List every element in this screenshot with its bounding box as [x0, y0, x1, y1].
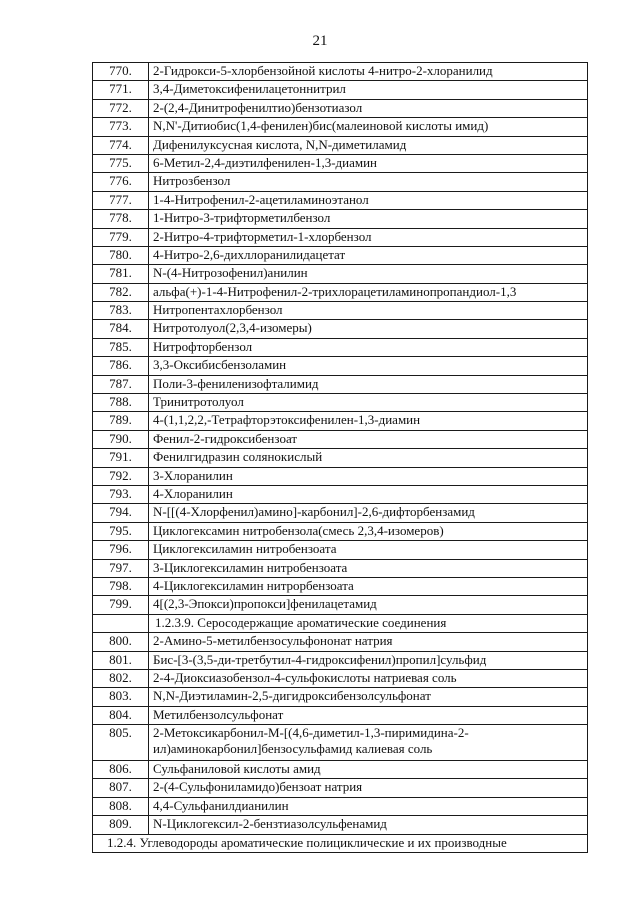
substance-name: 1-Нитро-3-трифторметилбензол: [149, 210, 588, 228]
row-number: [93, 614, 149, 632]
substance-name: N,N-Диэтиламин-2,5-дигидроксибензолсульфонат: [149, 688, 588, 706]
substance-name: Фенил-2-гидроксибензоат: [149, 430, 588, 448]
substance-name: 2-Гидрокси-5-хлорбензойной кислоты 4-нитро-2-хлоранилид: [149, 63, 588, 81]
substance-name: 4-Хлоранилин: [149, 485, 588, 503]
substance-name: 3,4-Диметоксифенилацетоннитрил: [149, 81, 588, 99]
substance-name: Циклогексамин нитробензола(смесь 2,3,4-изомеров): [149, 522, 588, 540]
substance-name: 2-4-Диоксиазобензол-4-сульфокислоты натриевая соль: [149, 669, 588, 687]
substance-name: Поли-3-фениленизофталимид: [149, 375, 588, 393]
row-number: 792.: [93, 467, 149, 485]
page-number: 21: [312, 33, 328, 49]
substance-name: 4,4-Сульфанилдианилин: [149, 797, 588, 815]
row-number: 797.: [93, 559, 149, 577]
substance-name: 3-Хлоранилин: [149, 467, 588, 485]
row-number: 802.: [93, 669, 149, 687]
row-number: 786.: [93, 357, 149, 375]
row-number: 789.: [93, 412, 149, 430]
row-number: 787.: [93, 375, 149, 393]
substance-name: 2-Метоксикарбонил-М-[(4,6-диметил-1,3-пиримидина-2-ил)аминокарбонил]бензосульфамид калиевая соль: [149, 725, 588, 761]
substance-name: Нитротолуол(2,3,4-изомеры): [149, 320, 588, 338]
substance-name: Сульфаниловой кислоты амид: [149, 761, 588, 779]
substance-name: 4-Циклогексиламин нитрорбензоата: [149, 577, 588, 595]
row-number: 793.: [93, 485, 149, 503]
row-number: 791.: [93, 449, 149, 467]
row-number: 801.: [93, 651, 149, 669]
row-number: 781.: [93, 265, 149, 283]
substance-name: N-Циклогексил-2-бензтиазолсульфенамид: [149, 816, 588, 834]
row-number: 803.: [93, 688, 149, 706]
row-number: 773.: [93, 118, 149, 136]
row-number: 808.: [93, 797, 149, 815]
row-number: 795.: [93, 522, 149, 540]
row-number: 807.: [93, 779, 149, 797]
row-number: 785.: [93, 338, 149, 356]
row-number: 778.: [93, 210, 149, 228]
substance-name: 4[(2,3-Эпокси)пропокси]фенилацетамид: [149, 596, 588, 614]
row-number: 788.: [93, 394, 149, 412]
substance-name: 3,3-Оксибисбензоламин: [149, 357, 588, 375]
row-number: 800.: [93, 633, 149, 651]
substance-table: [92, 62, 588, 853]
row-number: 784.: [93, 320, 149, 338]
substance-name: Нитрозбензол: [149, 173, 588, 191]
substance-name: Тринитротолуол: [149, 394, 588, 412]
substance-name: 2-(2,4-Динитрофенилтио)бензотиазол: [149, 99, 588, 117]
row-number: 783.: [93, 302, 149, 320]
substance-name: Метилбензолсульфонат: [149, 706, 588, 724]
row-number: 804.: [93, 706, 149, 724]
row-number: 790.: [93, 430, 149, 448]
row-number: 782.: [93, 283, 149, 301]
substance-name: Циклогексиламин нитробензоата: [149, 541, 588, 559]
row-number: 798.: [93, 577, 149, 595]
row-number: 799.: [93, 596, 149, 614]
row-number: 771.: [93, 81, 149, 99]
row-number: 805.: [93, 725, 149, 761]
substance-name: Нитропентахлорбензол: [149, 302, 588, 320]
substance-name: 3-Циклогексиламин нитробензоата: [149, 559, 588, 577]
row-number: 794.: [93, 504, 149, 522]
substance-name: N-[[(4-Хлорфенил)амино]-карбонил]-2,6-дифторбензамид: [149, 504, 588, 522]
row-number: 780.: [93, 246, 149, 264]
section-heading: 1.2.3.9. Серосодержащие ароматические соединения: [149, 614, 588, 632]
row-number: 775.: [93, 154, 149, 172]
substance-name: N-(4-Нитрозофенил)анилин: [149, 265, 588, 283]
substance-name: Фенилгидразин солянокислый: [149, 449, 588, 467]
row-number: 779.: [93, 228, 149, 246]
substance-name: 1-4-Нитрофенил-2-ацетиламиноэтанол: [149, 191, 588, 209]
substance-name: 4-(1,1,2,2,-Тетрафторэтоксифенилен-1,3-диамин: [149, 412, 588, 430]
row-number: 796.: [93, 541, 149, 559]
substance-name: 6-Метил-2,4-диэтилфенилен-1,3-диамин: [149, 154, 588, 172]
row-number: 770.: [93, 63, 149, 81]
substance-name: 2-(4-Сульфониламидо)бензоат натрия: [149, 779, 588, 797]
row-number: 806.: [93, 761, 149, 779]
substance-name: 4-Нитро-2,6-дихллоранилидацетат: [149, 246, 588, 264]
substance-name: Нитрофторбензол: [149, 338, 588, 356]
row-number: 777.: [93, 191, 149, 209]
row-number: 809.: [93, 816, 149, 834]
substance-name: 2-Нитро-4-трифторметил-1-хлорбензол: [149, 228, 588, 246]
substance-name: Дифенилуксусная кислота, N,N-диметиламид: [149, 136, 588, 154]
substance-name: N,N'-Дитиобис(1,4-фенилен)бис(малеиновой кислоты имид): [149, 118, 588, 136]
section-heading: 1.2.4. Углеводороды ароматические полициклические и их производные: [93, 834, 588, 852]
row-number: 776.: [93, 173, 149, 191]
substance-name: альфа(+)-1-4-Нитрофенил-2-трихлорацетиламинопропандиол-1,3: [149, 283, 588, 301]
substance-name: 2-Амино-5-метилбензосульфононат натрия: [149, 633, 588, 651]
row-number: 774.: [93, 136, 149, 154]
row-number: 772.: [93, 99, 149, 117]
substance-name: Бис-[3-(3,5-ди-третбутил-4-гидроксифенил)пропил]сульфид: [149, 651, 588, 669]
